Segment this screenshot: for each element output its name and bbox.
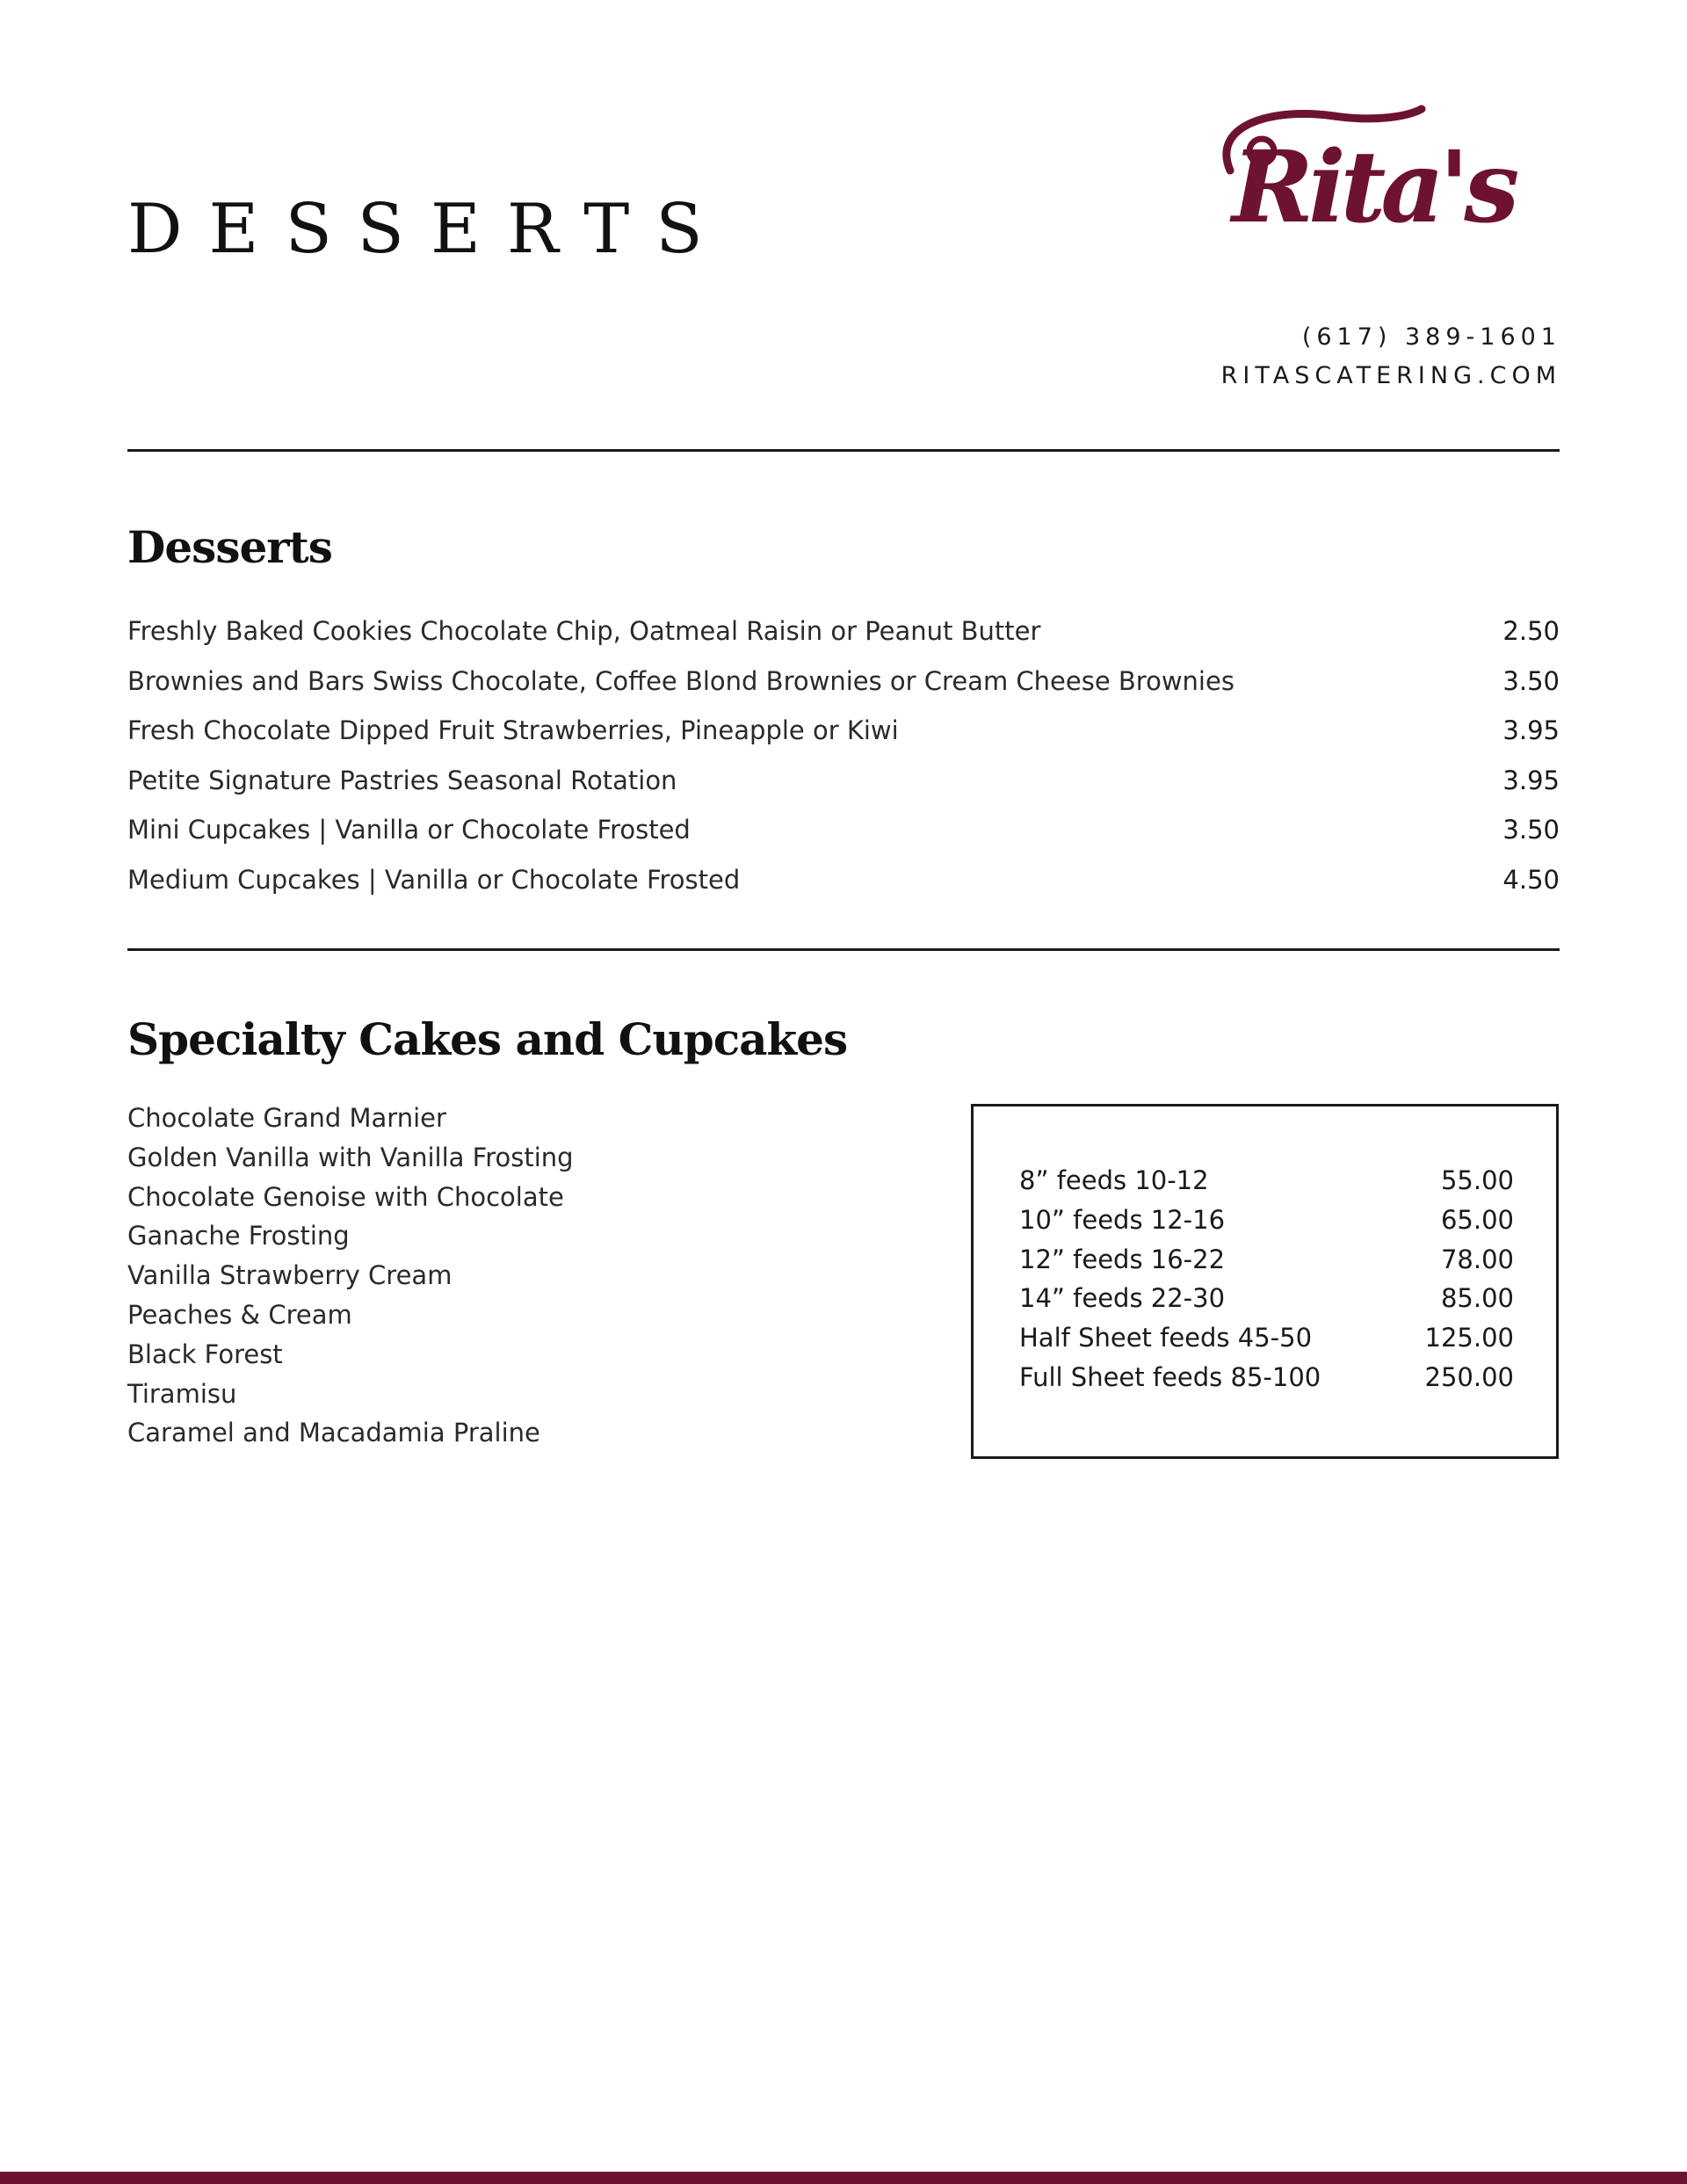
cake-flavor: Tiramisu [127, 1378, 237, 1409]
cake-size-label: Full Sheet feeds 85-100 [1019, 1361, 1321, 1392]
specialty-heading: Specialty Cakes and Cupcakes [127, 1013, 848, 1065]
desserts-heading: Desserts [127, 521, 332, 573]
logo-text: Rita's [1232, 130, 1515, 243]
dessert-item-name: Mini Cupcakes | Vanilla or Chocolate Frosted [127, 815, 691, 845]
cake-size-price: 65.00 [1440, 1204, 1514, 1235]
dessert-item-name: Freshly Baked Cookies Chocolate Chip, Oatmeal Raisin or Peanut Butter [127, 616, 1041, 647]
cake-size-row [1019, 1358, 1514, 1397]
cake-size-price: 250.00 [1424, 1361, 1514, 1392]
dessert-item-price: 3.50 [1502, 665, 1560, 696]
phone-number: (617) 389-1601 [1301, 323, 1561, 351]
cake-flavor-list [127, 1099, 574, 1453]
dessert-item [127, 657, 1560, 707]
dessert-item-price: 4.50 [1502, 864, 1560, 895]
cake-flavor: Black Forest [127, 1339, 283, 1369]
page-title: DESSERTS [127, 190, 729, 269]
cake-flavor: Ganache Frosting [127, 1221, 350, 1252]
dessert-item [127, 756, 1560, 806]
cake-size-price: 55.00 [1440, 1165, 1514, 1195]
dessert-item [127, 855, 1560, 905]
cake-size-row [1019, 1279, 1514, 1318]
dessert-item-price: 2.50 [1502, 616, 1560, 647]
cake-size-row [1019, 1161, 1514, 1201]
cake-size-label: 14” feeds 22-30 [1019, 1283, 1226, 1314]
cake-flavor: Chocolate Grand Marnier [127, 1103, 446, 1133]
cake-size-price: 85.00 [1440, 1283, 1514, 1314]
cake-size-price: 125.00 [1424, 1323, 1514, 1353]
divider-middle [127, 948, 1560, 951]
cake-size-pricing-box [971, 1104, 1559, 1459]
dessert-list [127, 606, 1560, 904]
cake-size-label: 8” feeds 10-12 [1019, 1165, 1209, 1195]
dessert-item-price: 3.50 [1502, 815, 1560, 845]
cake-flavor: Caramel and Macadamia Praline [127, 1418, 540, 1448]
cake-size-label: Half Sheet feeds 45-50 [1019, 1323, 1313, 1353]
cake-flavor: Peaches & Cream [127, 1299, 352, 1330]
dessert-item-name: Fresh Chocolate Dipped Fruit Strawberries, Pineapple or Kiwi [127, 715, 899, 746]
cake-flavor: Chocolate Genoise with Chocolate [127, 1181, 564, 1212]
dessert-item [127, 706, 1560, 756]
dessert-item [127, 606, 1560, 657]
cake-size-row [1019, 1240, 1514, 1280]
ritas-logo [1211, 90, 1562, 243]
dessert-item [127, 805, 1560, 855]
cake-flavor: Golden Vanilla with Vanilla Frosting [127, 1142, 574, 1172]
footer-bar [0, 2172, 1687, 2184]
divider-top [127, 449, 1560, 452]
cake-size-price: 78.00 [1440, 1244, 1514, 1274]
dessert-item-name: Brownies and Bars Swiss Chocolate, Coffee Blond Brownies or Cream Cheese Brownies [127, 665, 1234, 696]
dessert-item-name: Medium Cupcakes | Vanilla or Chocolate Frosted [127, 864, 741, 895]
contact-info [1221, 318, 1561, 395]
cake-size-list [1019, 1161, 1514, 1397]
dessert-item-price: 3.95 [1502, 715, 1560, 746]
cake-size-row [1019, 1201, 1514, 1240]
cake-flavor: Vanilla Strawberry Cream [127, 1260, 453, 1291]
dessert-item-price: 3.95 [1502, 765, 1560, 795]
dessert-item-name: Petite Signature Pastries Seasonal Rotation [127, 765, 677, 795]
cake-size-row [1019, 1318, 1514, 1358]
cake-size-label: 10” feeds 12-16 [1019, 1204, 1226, 1235]
cake-size-label: 12” feeds 16-22 [1019, 1244, 1226, 1274]
website-link[interactable]: RITASCATERING.COM [1220, 362, 1561, 389]
